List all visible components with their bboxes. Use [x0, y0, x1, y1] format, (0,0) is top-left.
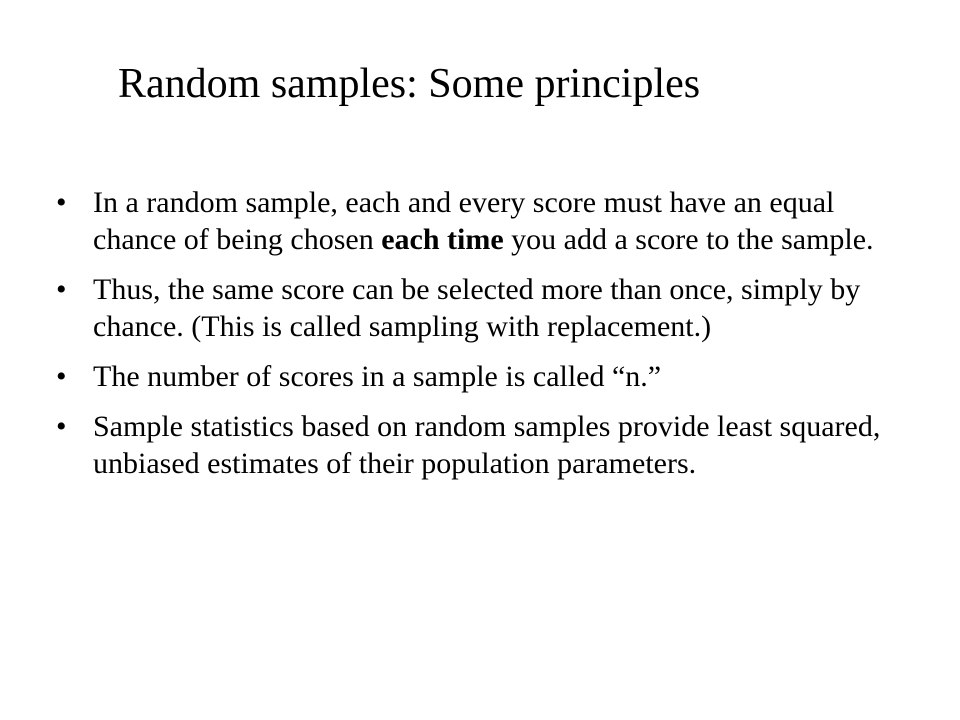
bullet-item-sample-size-n [56, 358, 906, 395]
bullet-icon: • [56, 360, 67, 393]
bullet-text: In a random sample, each and every score must have an equal chance of being chosen [93, 186, 835, 256]
bullet-icon: • [56, 273, 67, 306]
bullet-text: Sample statistics based on random samples provide least squared, unbiased estimates of their population parameters. [93, 410, 881, 480]
slide-title: Random samples: Some principles [118, 61, 701, 107]
bullet-item-sampling-with-replacement [56, 271, 906, 345]
bullet-text: The number of scores in a sample is called “n.” [93, 360, 662, 393]
bullet-text: Thus, the same score can be selected more than once, simply by chance. (This is called sampling with replacement.) [93, 273, 861, 343]
bullet-item-random-sample-definition [56, 184, 906, 258]
bullet-emphasis: each time [381, 223, 504, 256]
bullet-icon: • [56, 186, 67, 219]
bullet-list [56, 184, 906, 482]
bullet-icon: • [56, 410, 67, 443]
bullet-text-continued: you add a score to the sample. [503, 223, 874, 256]
bullet-item-unbiased-estimates [56, 408, 906, 482]
